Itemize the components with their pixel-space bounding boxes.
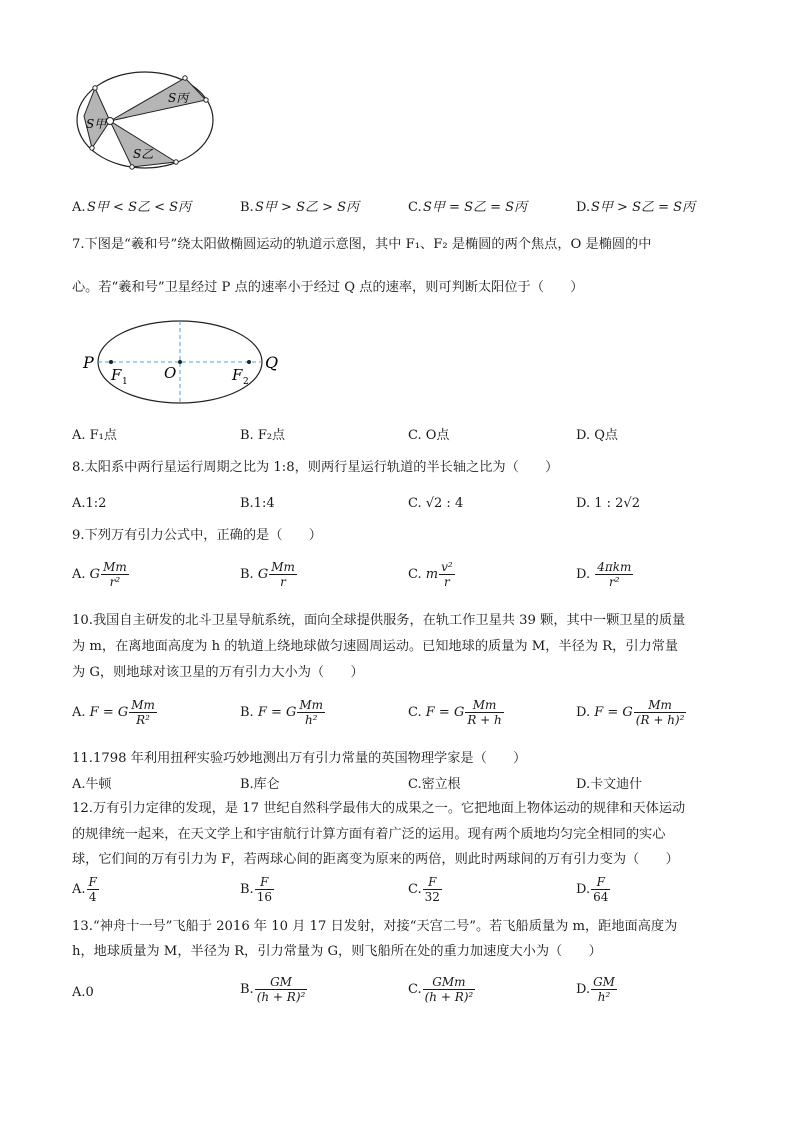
fraction: $\frac{F}{4}$ xyxy=(88,875,97,904)
label-s-bing: S丙 xyxy=(168,91,189,105)
label-f1: F xyxy=(111,366,122,384)
q12-stem-line3: 球，它们间的万有引力为 F，若两球心间的距离变为原来的两倍，则此时两球间的万有引力变为（ ） xyxy=(72,852,679,867)
q9-option-b[interactable]: B. G $\frac{Mm}{r}$ xyxy=(240,560,295,589)
q9-option-d[interactable]: D. $\frac{\text{4πkm}}{\text{r²}}$ xyxy=(576,560,632,589)
fraction: $\frac{\text{4πkm}}{\text{r²}}$ xyxy=(597,560,632,589)
fraction: $\frac{Mm}{\text{R²}}$ xyxy=(131,698,155,727)
q12-option-b[interactable]: B. $\frac{F}{16}$ xyxy=(240,875,272,904)
q12-option-c[interactable]: C. $\frac{F}{32}$ xyxy=(408,875,440,904)
fraction: $\frac{Mm}{\text{(R + h)²}}$ xyxy=(635,698,685,727)
q8-option-c[interactable]: C. √2 : 4 xyxy=(408,496,464,511)
q8-stem: 8.太阳系中两行星运行周期之比为 1:8，则两行星运行轨道的半长轴之比为（ ） xyxy=(72,460,559,475)
q13-stem-line2: h，地球质量为 M，半径为 R，引力常量为 G，则飞船所在处的重力加速度大小为（ ） xyxy=(72,944,602,959)
q11-option-a[interactable]: A.牛顿 xyxy=(72,777,112,792)
fraction: $\frac{GM}{\text{(h + R)²}}$ xyxy=(256,975,306,1004)
fraction: $\frac{Mm}{\text{h²}}$ xyxy=(299,698,324,727)
label-s-yi: S乙 xyxy=(133,147,154,161)
q11-option-d[interactable]: D.卡文迪什 xyxy=(576,777,643,792)
q10-option-d[interactable]: D. F = G $\frac{Mm}{\text{(R + h)²}}$ xyxy=(576,698,685,727)
q9-option-c[interactable]: C. m $\frac{\text{v²}}{r}$ xyxy=(408,560,453,589)
fraction: $\frac{Mm}{\text{r²}}$ xyxy=(103,560,127,589)
label-q: Q xyxy=(265,353,279,372)
fraction: $\frac{F}{16}$ xyxy=(256,875,272,904)
orbit-sectors-figure xyxy=(70,66,220,176)
fraction: $\frac{Mm}{R + h}$ xyxy=(467,698,502,727)
q6-option-a-text: S甲 < S乙 < S丙 xyxy=(87,200,192,215)
q8-option-d[interactable]: D. 1 : 2√2 xyxy=(576,496,640,511)
label-p: P xyxy=(83,353,94,372)
ellipse-foci-figure xyxy=(80,315,280,410)
q9-option-a[interactable]: A. G $\frac{Mm}{\text{r²}}$ xyxy=(72,560,127,589)
q7-stem-line2: 心。若“羲和号”卫星经过 P 点的速率小于经过 Q 点的速率，则可判断太阳位于（ ） xyxy=(72,280,584,295)
q10-stem-line3: 为 G，则地球对该卫星的万有引力大小为（ ） xyxy=(72,665,364,680)
q11-option-c[interactable]: C.密立根 xyxy=(408,777,461,792)
q7-option-c[interactable]: C. O点 xyxy=(408,428,450,443)
q10-option-a[interactable]: A. F = G $\frac{Mm}{\text{R²}}$ xyxy=(72,698,155,727)
q8-option-a[interactable]: A.1:2 xyxy=(72,496,107,511)
q10-option-c[interactable]: C. F = G $\frac{Mm}{R + h}$ xyxy=(408,698,502,727)
q9-stem: 9.下列万有引力公式中，正确的是（ ） xyxy=(72,528,322,543)
fraction: $\frac{\text{GMm}}{\text{(h + R)²}}$ xyxy=(424,975,474,1004)
q13-stem-line1: 13.“神舟十一号”飞船于 2016 年 10 月 17 日发射，对接“天宫二号”。若飞船质量为 m，距地面高度为 xyxy=(72,919,678,934)
q7-option-a[interactable]: A. F₁点 xyxy=(72,428,117,443)
q12-stem-line2: 的规律统一起来，在天文学上和宇宙航行计算方面有着广泛的运用。现有两个质地均匀完全相同的实心 xyxy=(72,827,666,842)
label-s-jia: S甲 xyxy=(86,117,107,131)
fraction: $\frac{F}{32}$ xyxy=(424,875,440,904)
q6-option-b[interactable]: B. xyxy=(240,200,254,215)
q6-option-c-text: S甲 = S乙 = S丙 xyxy=(423,200,528,215)
q6-option-c[interactable]: C. xyxy=(408,200,422,215)
q10-option-b[interactable]: B. F = G $\frac{Mm}{\text{h²}}$ xyxy=(240,698,324,727)
q12-stem-line1: 12.万有引力定律的发现，是 17 世纪自然科学最伟大的成果之一。它把地面上物体运动的规律和天体运动 xyxy=(72,801,686,816)
q6-option-b-text: S甲 > S乙 > S丙 xyxy=(255,200,360,215)
fraction: $\frac{\text{v²}}{r}$ xyxy=(441,560,453,589)
fraction: $\frac{F}{64}$ xyxy=(593,875,609,904)
svg-text:2: 2 xyxy=(243,377,249,387)
q6-option-a[interactable]: A. xyxy=(72,200,86,215)
q6-option-d[interactable]: D. xyxy=(576,200,591,215)
q11-stem: 11.1798 年利用扭秤实验巧妙地测出万有引力常量的英国物理学家是（ ） xyxy=(72,751,527,766)
q8-option-b[interactable]: B.1:4 xyxy=(240,496,275,511)
q10-stem-line1: 10.我国自主研发的北斗卫星导航系统，面向全球提供服务，在轨工作卫星共 39 颗，其中一颗卫星的质量 xyxy=(72,613,686,628)
q10-stem-line2: 为 m，在离地面高度为 h 的轨道上绕地球做匀速圆周运动。已知地球的质量为 M，半径为 R，引力常量 xyxy=(72,639,679,654)
label-o: O xyxy=(164,364,177,382)
q13-option-c[interactable]: C. $\frac{\text{GMm}}{\text{(h + R)²}}$ xyxy=(408,975,474,1004)
q13-option-d[interactable]: D. $\frac{GM}{\text{h²}}$ xyxy=(576,975,615,1004)
q13-option-b[interactable]: B. $\frac{GM}{\text{(h + R)²}}$ xyxy=(240,975,306,1004)
q11-option-b[interactable]: B.库仑 xyxy=(240,777,280,792)
q7-option-b[interactable]: B. F₂点 xyxy=(240,428,286,443)
q12-option-d[interactable]: D. $\frac{F}{64}$ xyxy=(576,875,609,904)
label-f2: F xyxy=(232,366,243,384)
q7-option-d[interactable]: D. Q点 xyxy=(576,428,618,443)
q6-option-d-text: S甲 > S乙 = S丙 xyxy=(591,200,696,215)
fraction: $\frac{GM}{\text{h²}}$ xyxy=(593,975,615,1004)
q7-stem-line1: 7.下图是“羲和号”绕太阳做椭圆运动的轨道示意图，其中 F₁、F₂ 是椭圆的两个焦点，O 是椭圆的中 xyxy=(72,237,652,252)
q12-option-a[interactable]: A. $\frac{F}{4}$ xyxy=(72,875,97,904)
fraction: $\frac{Mm}{r}$ xyxy=(271,560,295,589)
q13-option-a[interactable]: A.0 xyxy=(72,985,94,1000)
svg-text:1: 1 xyxy=(122,377,128,387)
